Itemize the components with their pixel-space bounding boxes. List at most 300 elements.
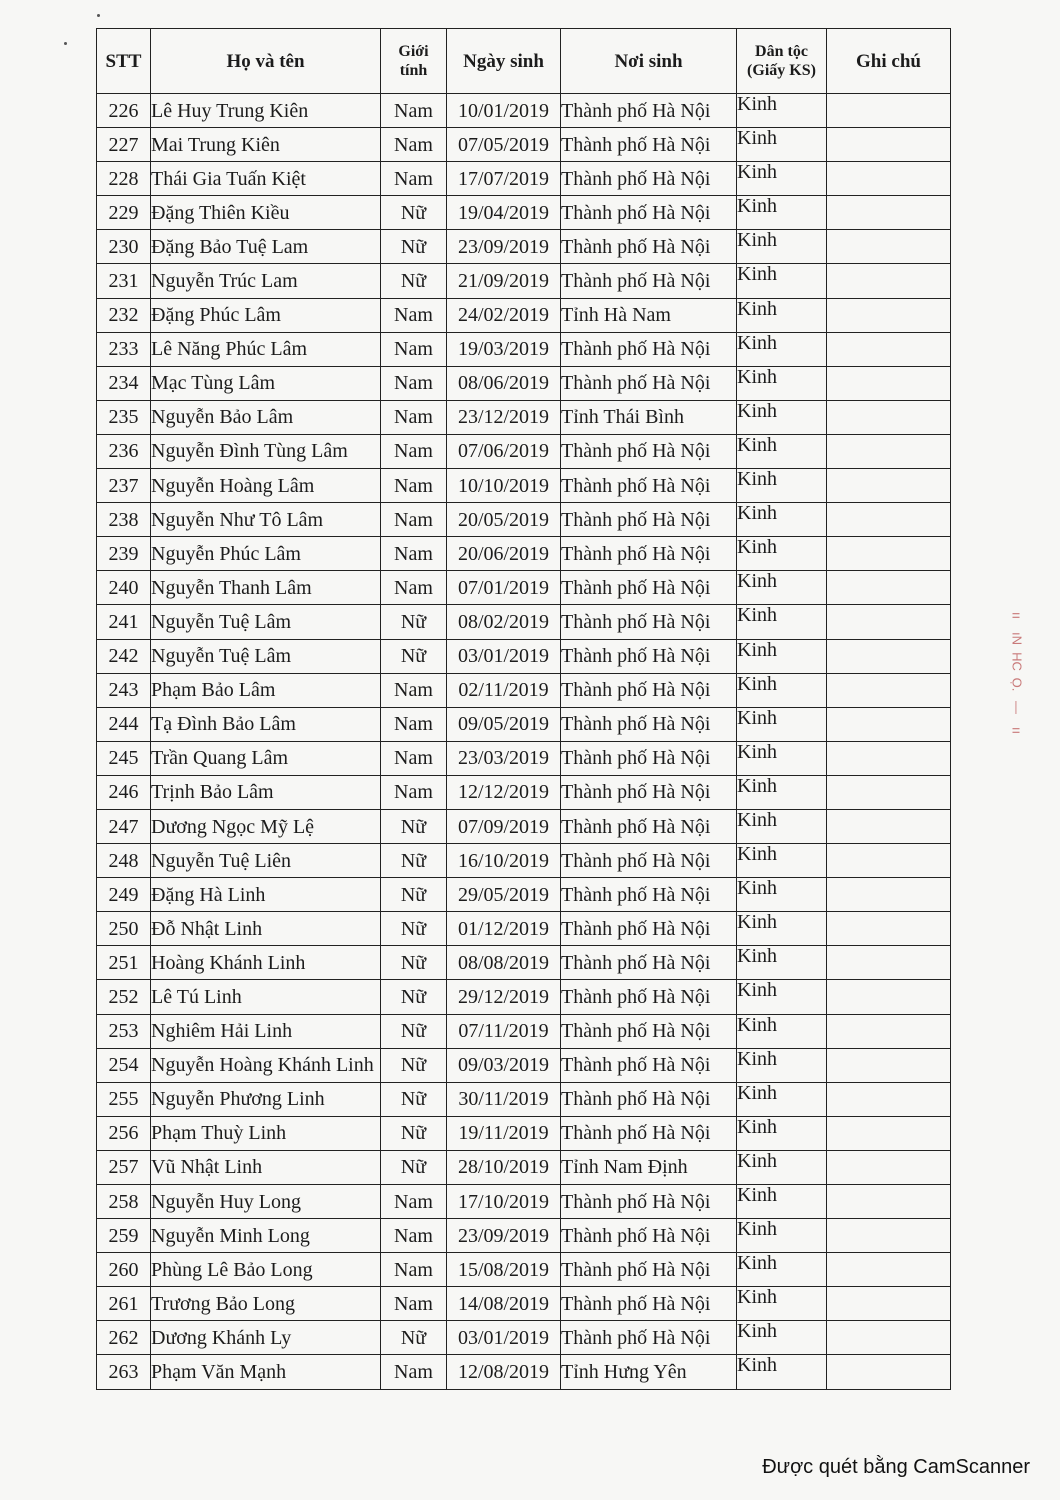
cell-note [827, 196, 951, 230]
cell-ethnic: Kinh [737, 946, 827, 980]
header-ethnic [737, 29, 827, 94]
side-stamp-mark [1002, 600, 1032, 770]
cell-stt: 259 [97, 1219, 151, 1253]
cell-gender: Nữ [381, 844, 447, 878]
cell-ethnic: Kinh [737, 332, 827, 366]
cell-note [827, 537, 951, 571]
cell-note [827, 94, 951, 128]
cell-ethnic: Kinh [737, 809, 827, 843]
cell-ethnic: Kinh [737, 1082, 827, 1116]
cell-note [827, 946, 951, 980]
cell-gender: Nam [381, 503, 447, 537]
cell-place: Thành phố Hà Nội [561, 673, 737, 707]
cell-stt: 257 [97, 1150, 151, 1184]
cell-place: Thành phố Hà Nội [561, 264, 737, 298]
cell-place: Thành phố Hà Nội [561, 366, 737, 400]
cell-dob: 20/06/2019 [447, 537, 561, 571]
cell-place: Thành phố Hà Nội [561, 196, 737, 230]
cell-ethnic: Kinh [737, 1355, 827, 1389]
cell-name: Mai Trung Kiên [151, 128, 381, 162]
cell-gender: Nam [381, 1253, 447, 1287]
cell-dob: 01/12/2019 [447, 912, 561, 946]
cell-name: Nguyễn Phúc Lâm [151, 537, 381, 571]
cell-name: Phùng Lê Bảo Long [151, 1253, 381, 1287]
cell-place: Thành phố Hà Nội [561, 980, 737, 1014]
cell-ethnic: Kinh [737, 1287, 827, 1321]
scan-speck [97, 14, 100, 17]
table-row [97, 1116, 951, 1150]
cell-name: Nghiêm Hải Linh [151, 1014, 381, 1048]
cell-gender: Nữ [381, 878, 447, 912]
cell-dob: 23/12/2019 [447, 400, 561, 434]
cell-stt: 227 [97, 128, 151, 162]
table-row [97, 503, 951, 537]
cell-dob: 24/02/2019 [447, 298, 561, 332]
cell-stt: 263 [97, 1355, 151, 1389]
cell-name: Nguyễn Tuệ Lâm [151, 605, 381, 639]
cell-stt: 253 [97, 1014, 151, 1048]
cell-place: Tỉnh Nam Định [561, 1150, 737, 1184]
cell-gender: Nữ [381, 946, 447, 980]
cell-note [827, 400, 951, 434]
cell-dob: 16/10/2019 [447, 844, 561, 878]
cell-ethnic: Kinh [737, 1321, 827, 1355]
cell-name: Phạm Văn Mạnh [151, 1355, 381, 1389]
header-gender [381, 29, 447, 94]
cell-stt: 238 [97, 503, 151, 537]
cell-place: Thành phố Hà Nội [561, 162, 737, 196]
cell-ethnic: Kinh [737, 366, 827, 400]
cell-stt: 240 [97, 571, 151, 605]
cell-name: Mạc Tùng Lâm [151, 366, 381, 400]
cell-ethnic: Kinh [737, 775, 827, 809]
cell-dob: 09/05/2019 [447, 707, 561, 741]
cell-gender: Nữ [381, 605, 447, 639]
cell-place: Thành phố Hà Nội [561, 809, 737, 843]
cell-dob: 03/01/2019 [447, 1321, 561, 1355]
cell-name: Lê Huy Trung Kiên [151, 94, 381, 128]
cell-note [827, 673, 951, 707]
table-row [97, 1253, 951, 1287]
cell-note [827, 434, 951, 468]
cell-note [827, 1219, 951, 1253]
cell-place: Thành phố Hà Nội [561, 1082, 737, 1116]
cell-note [827, 980, 951, 1014]
cell-dob: 23/03/2019 [447, 741, 561, 775]
cell-dob: 21/09/2019 [447, 264, 561, 298]
cell-dob: 17/07/2019 [447, 162, 561, 196]
cell-name: Trần Quang Lâm [151, 741, 381, 775]
cell-name: Nguyễn Như Tô Lâm [151, 503, 381, 537]
header-note: Ghi chú [827, 29, 951, 94]
table-row [97, 878, 951, 912]
cell-gender: Nam [381, 775, 447, 809]
cell-place: Thành phố Hà Nội [561, 1253, 737, 1287]
cell-name: Dương Khánh Ly [151, 1321, 381, 1355]
cell-note [827, 878, 951, 912]
table-row [97, 366, 951, 400]
cell-place: Thành phố Hà Nội [561, 1219, 737, 1253]
side-mark-glyph: — [1009, 701, 1025, 714]
table-row [97, 605, 951, 639]
cell-stt: 255 [97, 1082, 151, 1116]
cell-name: Tạ Đình Bảo Lâm [151, 707, 381, 741]
table-row [97, 1321, 951, 1355]
cell-place: Thành phố Hà Nội [561, 1116, 737, 1150]
cell-stt: 261 [97, 1287, 151, 1321]
side-mark-glyph: Ọ. [1009, 677, 1025, 692]
table-row [97, 230, 951, 264]
cell-place: Thành phố Hà Nội [561, 1185, 737, 1219]
cell-dob: 23/09/2019 [447, 1219, 561, 1253]
cell-place: Thành phố Hà Nội [561, 775, 737, 809]
cell-place: Thành phố Hà Nội [561, 946, 737, 980]
cell-note [827, 1150, 951, 1184]
cell-note [827, 605, 951, 639]
cell-dob: 20/05/2019 [447, 503, 561, 537]
cell-name: Lê Tú Linh [151, 980, 381, 1014]
cell-name: Đặng Thiên Kiều [151, 196, 381, 230]
cell-place: Thành phố Hà Nội [561, 469, 737, 503]
table-row [97, 94, 951, 128]
cell-name: Thái Gia Tuấn Kiệt [151, 162, 381, 196]
cell-name: Nguyễn Minh Long [151, 1219, 381, 1253]
header-dob: Ngày sinh [447, 29, 561, 94]
cell-stt: 258 [97, 1185, 151, 1219]
cell-dob: 10/01/2019 [447, 94, 561, 128]
table-row [97, 809, 951, 843]
cell-stt: 233 [97, 332, 151, 366]
table-body [97, 94, 951, 1390]
cell-stt: 226 [97, 94, 151, 128]
cell-place: Tỉnh Thái Bình [561, 400, 737, 434]
cell-dob: 15/08/2019 [447, 1253, 561, 1287]
cell-name: Đỗ Nhật Linh [151, 912, 381, 946]
cell-gender: Nam [381, 1355, 447, 1389]
cell-ethnic: Kinh [737, 196, 827, 230]
cell-ethnic: Kinh [737, 1150, 827, 1184]
cell-stt: 235 [97, 400, 151, 434]
cell-gender: Nam [381, 469, 447, 503]
cell-dob: 19/11/2019 [447, 1116, 561, 1150]
cell-gender: Nam [381, 707, 447, 741]
cell-name: Nguyễn Huy Long [151, 1185, 381, 1219]
cell-place: Thành phố Hà Nội [561, 571, 737, 605]
cell-dob: 08/06/2019 [447, 366, 561, 400]
cell-place: Tỉnh Hà Nam [561, 298, 737, 332]
cell-gender: Nữ [381, 196, 447, 230]
cell-name: Phạm Thuỳ Linh [151, 1116, 381, 1150]
cell-ethnic: Kinh [737, 605, 827, 639]
cell-ethnic: Kinh [737, 673, 827, 707]
cell-stt: 249 [97, 878, 151, 912]
scan-speck [64, 42, 67, 45]
table-row [97, 741, 951, 775]
cell-name: Đặng Hà Linh [151, 878, 381, 912]
cell-stt: 248 [97, 844, 151, 878]
cell-place: Thành phố Hà Nội [561, 1014, 737, 1048]
cell-note [827, 264, 951, 298]
table-row [97, 1185, 951, 1219]
cell-ethnic: Kinh [737, 503, 827, 537]
cell-name: Nguyễn Trúc Lam [151, 264, 381, 298]
cell-stt: 247 [97, 809, 151, 843]
cell-gender: Nam [381, 1219, 447, 1253]
cell-ethnic: Kinh [737, 980, 827, 1014]
table-row [97, 1150, 951, 1184]
cell-name: Hoàng Khánh Linh [151, 946, 381, 980]
student-roster-table [96, 28, 951, 1390]
cell-note [827, 162, 951, 196]
cell-place: Thành phố Hà Nội [561, 537, 737, 571]
cell-stt: 262 [97, 1321, 151, 1355]
cell-name: Nguyễn Hoàng Khánh Linh [151, 1048, 381, 1082]
cell-ethnic: Kinh [737, 1116, 827, 1150]
cell-place: Thành phố Hà Nội [561, 332, 737, 366]
cell-gender: Nữ [381, 1082, 447, 1116]
cell-stt: 229 [97, 196, 151, 230]
table-row [97, 537, 951, 571]
cell-stt: 236 [97, 434, 151, 468]
cell-gender: Nữ [381, 1116, 447, 1150]
cell-ethnic: Kinh [737, 1253, 827, 1287]
cell-ethnic: Kinh [737, 162, 827, 196]
cell-place: Thành phố Hà Nội [561, 707, 737, 741]
cell-ethnic: Kinh [737, 1048, 827, 1082]
cell-place: Thành phố Hà Nội [561, 94, 737, 128]
cell-place: Thành phố Hà Nội [561, 878, 737, 912]
cell-note [827, 298, 951, 332]
cell-dob: 17/10/2019 [447, 1185, 561, 1219]
cell-place: Thành phố Hà Nội [561, 639, 737, 673]
cell-note [827, 1253, 951, 1287]
cell-gender: Nữ [381, 809, 447, 843]
cell-name: Vũ Nhật Linh [151, 1150, 381, 1184]
cell-stt: 256 [97, 1116, 151, 1150]
cell-stt: 232 [97, 298, 151, 332]
cell-dob: 19/04/2019 [447, 196, 561, 230]
cell-gender: Nữ [381, 1048, 447, 1082]
cell-name: Đặng Bảo Tuệ Lam [151, 230, 381, 264]
cell-ethnic: Kinh [737, 230, 827, 264]
cell-gender: Nam [381, 673, 447, 707]
cell-stt: 246 [97, 775, 151, 809]
table-row [97, 264, 951, 298]
cell-dob: 08/08/2019 [447, 946, 561, 980]
cell-gender: Nam [381, 128, 447, 162]
cell-note [827, 639, 951, 673]
header-ethnic-line2: (Giấy KS) [747, 62, 816, 79]
cell-note [827, 366, 951, 400]
cell-note [827, 775, 951, 809]
cell-gender: Nữ [381, 980, 447, 1014]
cell-place: Thành phố Hà Nội [561, 434, 737, 468]
cell-note [827, 1014, 951, 1048]
cell-stt: 260 [97, 1253, 151, 1287]
cell-stt: 231 [97, 264, 151, 298]
cell-ethnic: Kinh [737, 571, 827, 605]
scanner-watermark: Được quét bằng CamScanner [762, 1456, 1030, 1478]
cell-dob: 09/03/2019 [447, 1048, 561, 1082]
cell-name: Nguyễn Thanh Lâm [151, 571, 381, 605]
side-mark-glyph: ıı [1009, 611, 1025, 620]
header-stt: STT [97, 29, 151, 94]
cell-ethnic: Kinh [737, 741, 827, 775]
cell-note [827, 128, 951, 162]
table-row [97, 946, 951, 980]
cell-dob: 12/12/2019 [447, 775, 561, 809]
cell-ethnic: Kinh [737, 912, 827, 946]
cell-note [827, 503, 951, 537]
cell-ethnic: Kinh [737, 434, 827, 468]
cell-dob: 07/05/2019 [447, 128, 561, 162]
cell-ethnic: Kinh [737, 639, 827, 673]
table-row [97, 196, 951, 230]
cell-dob: 07/09/2019 [447, 809, 561, 843]
table-row [97, 469, 951, 503]
cell-place: Thành phố Hà Nội [561, 503, 737, 537]
cell-stt: 244 [97, 707, 151, 741]
side-mark-glyph: ıı [1009, 726, 1025, 735]
cell-note [827, 809, 951, 843]
cell-place: Thành phố Hà Nội [561, 1321, 737, 1355]
cell-dob: 14/08/2019 [447, 1287, 561, 1321]
cell-gender: Nam [381, 162, 447, 196]
table-row [97, 707, 951, 741]
cell-place: Thành phố Hà Nội [561, 128, 737, 162]
table-row [97, 1287, 951, 1321]
cell-name: Dương Ngọc Mỹ Lệ [151, 809, 381, 843]
cell-stt: 251 [97, 946, 151, 980]
cell-gender: Nam [381, 741, 447, 775]
cell-place: Thành phố Hà Nội [561, 230, 737, 264]
table-header-row [97, 29, 951, 94]
cell-place: Tỉnh Hưng Yên [561, 1355, 737, 1389]
cell-dob: 19/03/2019 [447, 332, 561, 366]
cell-note [827, 1116, 951, 1150]
cell-ethnic: Kinh [737, 1185, 827, 1219]
cell-ethnic: Kinh [737, 1014, 827, 1048]
cell-ethnic: Kinh [737, 94, 827, 128]
cell-gender: Nữ [381, 1150, 447, 1184]
cell-stt: 241 [97, 605, 151, 639]
cell-note [827, 230, 951, 264]
cell-name: Đặng Phúc Lâm [151, 298, 381, 332]
cell-gender: Nam [381, 1185, 447, 1219]
cell-name: Nguyễn Phương Linh [151, 1082, 381, 1116]
cell-name: Nguyễn Đình Tùng Lâm [151, 434, 381, 468]
cell-stt: 254 [97, 1048, 151, 1082]
table-row [97, 434, 951, 468]
table-row [97, 162, 951, 196]
cell-note [827, 1321, 951, 1355]
cell-dob: 29/05/2019 [447, 878, 561, 912]
cell-ethnic: Kinh [737, 537, 827, 571]
cell-note [827, 1082, 951, 1116]
cell-dob: 02/11/2019 [447, 673, 561, 707]
header-name: Họ và tên [151, 29, 381, 94]
cell-gender: Nam [381, 94, 447, 128]
cell-stt: 230 [97, 230, 151, 264]
header-gender-line1: Giới [398, 42, 429, 60]
cell-note [827, 1287, 951, 1321]
cell-dob: 07/06/2019 [447, 434, 561, 468]
cell-name: Lê Năng Phúc Lâm [151, 332, 381, 366]
cell-note [827, 1355, 951, 1389]
cell-gender: Nữ [381, 912, 447, 946]
cell-stt: 237 [97, 469, 151, 503]
table-row [97, 1048, 951, 1082]
cell-gender: Nam [381, 366, 447, 400]
side-mark-glyph: ıN [1009, 632, 1025, 645]
cell-ethnic: Kinh [737, 878, 827, 912]
cell-ethnic: Kinh [737, 469, 827, 503]
cell-dob: 28/10/2019 [447, 1150, 561, 1184]
table-row [97, 298, 951, 332]
cell-gender: Nam [381, 1287, 447, 1321]
cell-place: Thành phố Hà Nội [561, 1287, 737, 1321]
table-row [97, 400, 951, 434]
cell-name: Trương Bảo Long [151, 1287, 381, 1321]
table-row [97, 332, 951, 366]
cell-note [827, 912, 951, 946]
cell-ethnic: Kinh [737, 128, 827, 162]
cell-gender: Nữ [381, 1014, 447, 1048]
cell-gender: Nam [381, 537, 447, 571]
cell-name: Phạm Bảo Lâm [151, 673, 381, 707]
cell-ethnic: Kinh [737, 707, 827, 741]
cell-note [827, 469, 951, 503]
cell-note [827, 741, 951, 775]
cell-gender: Nữ [381, 264, 447, 298]
cell-ethnic: Kinh [737, 400, 827, 434]
table-row [97, 1082, 951, 1116]
header-ethnic-line1: Dân tộc [755, 42, 808, 60]
header-gender-line2: tính [399, 62, 428, 79]
table-row [97, 912, 951, 946]
cell-gender: Nữ [381, 1321, 447, 1355]
cell-name: Trịnh Bảo Lâm [151, 775, 381, 809]
header-place: Nơi sinh [561, 29, 737, 94]
cell-stt: 250 [97, 912, 151, 946]
cell-stt: 234 [97, 366, 151, 400]
cell-place: Thành phố Hà Nội [561, 844, 737, 878]
cell-note [827, 1048, 951, 1082]
cell-gender: Nữ [381, 639, 447, 673]
cell-gender: Nữ [381, 230, 447, 264]
cell-dob: 30/11/2019 [447, 1082, 561, 1116]
table-row [97, 980, 951, 1014]
cell-note [827, 1185, 951, 1219]
table-row [97, 1014, 951, 1048]
table-row [97, 128, 951, 162]
cell-dob: 08/02/2019 [447, 605, 561, 639]
table-row [97, 775, 951, 809]
cell-gender: Nam [381, 434, 447, 468]
cell-place: Thành phố Hà Nội [561, 605, 737, 639]
cell-ethnic: Kinh [737, 844, 827, 878]
cell-stt: 239 [97, 537, 151, 571]
cell-dob: 07/11/2019 [447, 1014, 561, 1048]
table-row [97, 844, 951, 878]
cell-gender: Nam [381, 571, 447, 605]
cell-stt: 245 [97, 741, 151, 775]
cell-place: Thành phố Hà Nội [561, 1048, 737, 1082]
cell-note [827, 707, 951, 741]
cell-note [827, 571, 951, 605]
cell-place: Thành phố Hà Nội [561, 912, 737, 946]
cell-gender: Nam [381, 332, 447, 366]
